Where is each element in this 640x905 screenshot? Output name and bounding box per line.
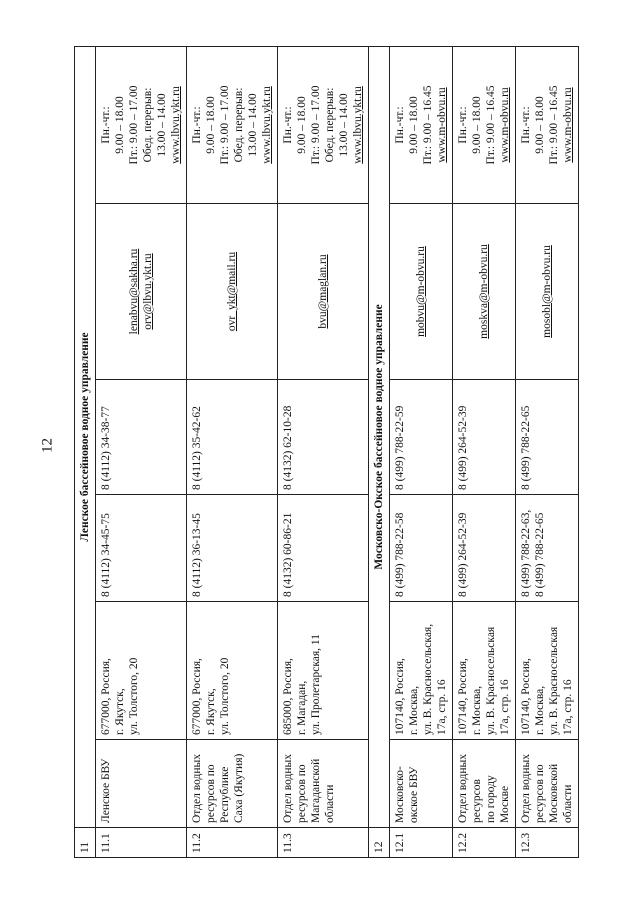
working-hours-line: Пт.: 9.00 – 17.00 (128, 85, 140, 165)
address (453, 602, 516, 740)
table-row (453, 46, 516, 857)
working-hours-line: 9.00 – 18.00 (205, 96, 217, 154)
organization-name-line: по городу (485, 775, 497, 823)
website-link[interactable]: www.lbvu.ykt.ru (261, 86, 273, 164)
fax-line: 8 (4112) 34-38-77 (100, 406, 112, 490)
phone-line: 8 (4112) 34-45-75 (100, 513, 112, 597)
organization-name (278, 740, 369, 828)
working-hours-line: 9.00 – 18.00 (114, 96, 126, 154)
phone (390, 495, 453, 602)
table-row (96, 46, 187, 857)
phone (96, 495, 187, 602)
organization-name (516, 740, 579, 828)
website-link[interactable]: www.lbvu.ykt.ru (170, 86, 182, 164)
phone-line: 8 (499) 264-52-39 (457, 512, 469, 597)
address (187, 602, 278, 740)
working-hours-line: Пн.-чт.: (191, 106, 203, 144)
email-link[interactable]: mobvu@m-obvu.ru (415, 246, 427, 337)
address-line: 17а, стр. 16 (499, 679, 511, 735)
address-line: ул. В. Красносельская, (422, 623, 434, 735)
address-line: г. Москва, (471, 685, 483, 735)
section-row (75, 46, 96, 857)
phone (278, 495, 369, 602)
address-line: г. Москва, (534, 685, 546, 735)
website-link[interactable]: www.lbvu.ykt.ru (352, 86, 364, 164)
website-link[interactable]: www.m-obvu.ru (499, 87, 511, 163)
address-line: г. Якутск, (114, 688, 126, 735)
address-line: 677000, Россия, (100, 658, 112, 735)
organization-name-line: Отдел водных (282, 754, 294, 823)
working-hours-line: Пн.-чт.: (457, 106, 469, 144)
email (390, 204, 453, 380)
working-hours-line: 9.00 – 18.00 (471, 96, 483, 154)
address (390, 602, 453, 740)
contacts-table (74, 46, 579, 858)
organization-name-line: Ленское БВУ (100, 758, 112, 823)
organization-name-line: Московско- (394, 766, 406, 823)
table-row (390, 46, 453, 857)
table-row (187, 46, 278, 857)
fax (96, 380, 187, 495)
organization-name-line: ресурсов (471, 779, 483, 823)
working-hours-line: 9.00 – 18.00 (296, 96, 308, 154)
working-hours-line: Пн.-чт.: (282, 106, 294, 144)
organization-name-line: Отдел водных (457, 754, 469, 823)
address-line: г. Якутск, (205, 688, 217, 735)
working-hours-line: Обед. перерыв: (324, 87, 336, 163)
fax (278, 380, 369, 495)
working-hours-line: Пт.: 9.00 – 16.45 (548, 85, 560, 165)
fax-line: 8 (499) 264-52-39 (457, 405, 469, 490)
working-hours-line: Обед. перерыв: (233, 87, 245, 163)
working-hours-line: Пт.: 9.00 – 16.45 (485, 85, 497, 165)
address-line: 685000, Россия, (282, 658, 294, 735)
fax-line: 8 (4112) 35-42-62 (191, 406, 203, 490)
phone (516, 495, 579, 602)
fax-line: 8 (499) 788-22-59 (394, 405, 406, 490)
working-hours (453, 46, 516, 203)
section-number: 11 (75, 828, 96, 858)
phone-line: 8 (4132) 60-86-21 (282, 512, 294, 597)
organization-name-line: ресурсов по (205, 764, 217, 823)
section-number: 12 (369, 828, 390, 858)
working-hours-line: Пн.-чт.: (100, 106, 112, 144)
email (516, 204, 579, 380)
organization-name (96, 740, 187, 828)
email (187, 204, 278, 380)
table-body (75, 46, 579, 857)
row-number: 11.1 (96, 828, 187, 858)
organization-name (187, 740, 278, 828)
email-link[interactable]: orv@lbvu.ykt.ru (142, 253, 154, 330)
organization-name (453, 740, 516, 828)
working-hours (390, 46, 453, 203)
organization-name-line: Московской (548, 763, 560, 823)
row-number: 12.1 (390, 828, 453, 858)
address-line: г. Магадан, (296, 680, 308, 735)
row-number: 12.2 (453, 828, 516, 858)
phone-line: 8 (499) 788-22-63, (520, 509, 532, 597)
email (96, 204, 187, 380)
row-number: 11.2 (187, 828, 278, 858)
organization-name-line: Магаданской (310, 758, 322, 823)
working-hours-line: Пт.: 9.00 – 17.00 (310, 85, 322, 165)
address-line: 17а, стр. 16 (436, 679, 448, 735)
address-line: 107140, Россия, (520, 658, 532, 735)
email (453, 204, 516, 380)
address (516, 602, 579, 740)
fax-line: 8 (4132) 62-10-28 (282, 405, 294, 490)
email-link[interactable]: lenabvu@sakha.ru (128, 248, 140, 335)
fax (390, 380, 453, 495)
working-hours-line: 9.00 – 18.00 (534, 96, 546, 154)
row-number: 11.3 (278, 828, 369, 858)
working-hours-line: Пт.: 9.00 – 17.00 (219, 85, 231, 165)
organization-name-line: ресурсов по (534, 764, 546, 823)
email-link[interactable]: moskva@m-obvu.ru (478, 244, 490, 339)
working-hours (187, 46, 278, 203)
working-hours-line: Обед. перерыв: (142, 87, 154, 163)
organization-name-line: Саха (Якутия) (233, 753, 245, 823)
fax-line: 8 (499) 788-22-65 (520, 405, 532, 490)
organization-name-line: области (324, 784, 336, 823)
fax (516, 380, 579, 495)
email-link[interactable]: mosobl@m-obvu.ru (541, 245, 553, 338)
organization-name (390, 740, 453, 828)
section-title: Ленское бассейновое водное управление (75, 46, 96, 827)
row-number: 12.3 (516, 828, 579, 858)
phone (187, 495, 278, 602)
address-line: 17а, стр. 16 (562, 679, 574, 735)
working-hours-line: 9.00 – 18.00 (408, 96, 420, 154)
working-hours-line: 13.00 – 14.00 (247, 93, 259, 157)
organization-name-line: окское БВУ (408, 766, 420, 823)
organization-name-line: Республике (219, 766, 231, 823)
phone-line: 8 (4112) 36-13-45 (191, 513, 203, 597)
email (278, 204, 369, 380)
phone-line: 8 (499) 788-22-65 (534, 512, 546, 597)
working-hours-line: 13.00 – 14.00 (156, 93, 168, 157)
working-hours (516, 46, 579, 203)
organization-name-line: ресурсов по (296, 764, 308, 823)
address-line: 107140, Россия, (394, 658, 406, 735)
rotated-table-wrapper (74, 47, 574, 858)
working-hours-line: Пн.-чт.: (394, 106, 406, 144)
phone-line: 8 (499) 788-22-58 (394, 512, 406, 597)
website-link[interactable]: www.m-obvu.ru (436, 87, 448, 163)
table-row (278, 46, 369, 857)
fax (453, 380, 516, 495)
email-link[interactable]: ovr_ykt@mail.ru (226, 251, 238, 332)
organization-name-line: Отдел водных (191, 754, 203, 823)
email-link[interactable]: bvu@maglan.ru (317, 254, 329, 329)
address-line: ул. Толстого, 20 (219, 657, 231, 735)
address-line: ул. Пролетарская, 11 (310, 634, 322, 735)
phone (453, 495, 516, 602)
working-hours-line: Пт.: 9.00 – 16.45 (422, 85, 434, 165)
working-hours-line: 13.00 – 14.00 (338, 93, 350, 157)
page-number: 12 (39, 438, 56, 453)
working-hours (278, 46, 369, 203)
address-line: 107140, Россия, (457, 658, 469, 735)
address-line: г. Москва, (408, 685, 420, 735)
organization-name-line: Москве (499, 785, 511, 823)
section-row (369, 46, 390, 857)
website-link[interactable]: www.m-obvu.ru (562, 87, 574, 163)
organization-name-line: Отдел водных (520, 754, 532, 823)
address-line: 677000, Россия, (191, 658, 203, 735)
address (96, 602, 187, 740)
section-title: Московско-Окское бассейновое водное управление (369, 46, 390, 827)
fax (187, 380, 278, 495)
working-hours (96, 46, 187, 203)
table-row (516, 46, 579, 857)
address-line: ул. В. Красносельская (548, 626, 560, 735)
address-line: ул. Толстого, 20 (128, 657, 140, 735)
organization-name-line: области (562, 784, 574, 823)
working-hours-line: Пн.-чт.: (520, 106, 532, 144)
address-line: ул. В. Красносельская (485, 626, 497, 735)
address (278, 602, 369, 740)
